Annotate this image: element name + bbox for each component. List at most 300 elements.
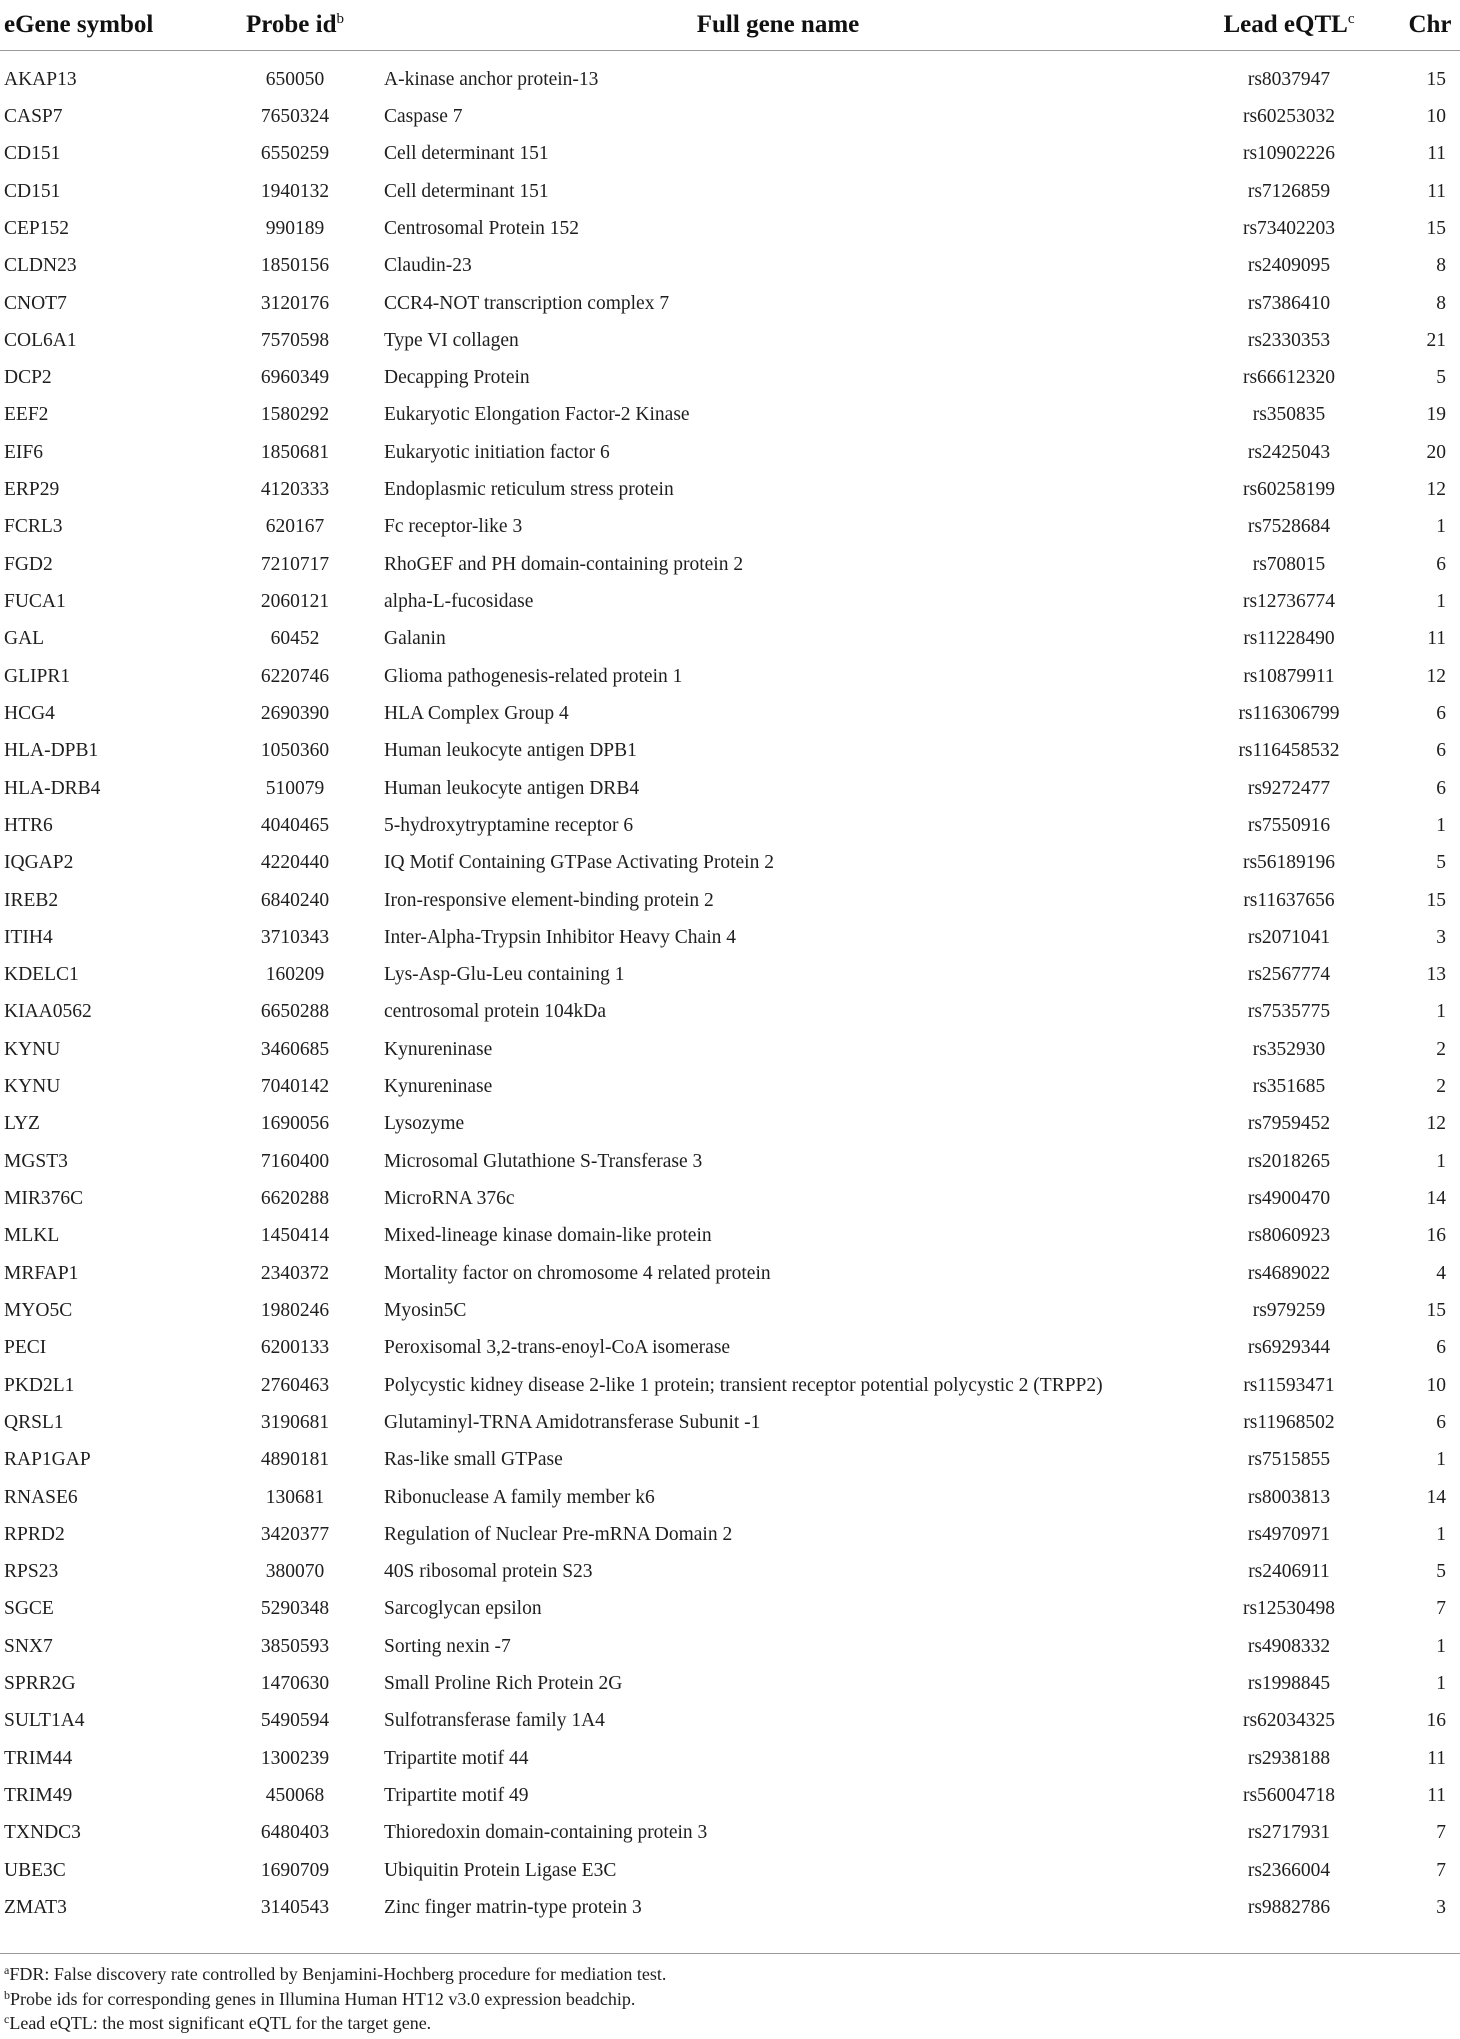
- cell-chr: 1: [1436, 1150, 1446, 1172]
- footnote: [4, 2011, 666, 2036]
- cell-egene-symbol: SNX7: [4, 1635, 53, 1657]
- cell-chr: 14: [1426, 1486, 1446, 1508]
- cell-probe-id: 1050360: [260, 740, 330, 762]
- cell-lead-eqtl: rs2717931: [1247, 1822, 1331, 1844]
- cell-probe-id: 3850593: [260, 1635, 330, 1657]
- cell-chr: 19: [1426, 404, 1446, 426]
- cell-full-gene-name: Myosin5C: [384, 1299, 467, 1321]
- cell-lead-eqtl: rs2938188: [1247, 1747, 1331, 1769]
- table-row: [0, 471, 1460, 508]
- cell-egene-symbol: MYO5C: [4, 1299, 73, 1321]
- cell-lead-eqtl: rs350835: [1252, 404, 1326, 426]
- cell-full-gene-name: Regulation of Nuclear Pre-mRNA Domain 2: [384, 1523, 733, 1545]
- cell-probe-id: 6620288: [260, 1188, 330, 1210]
- table-row: [0, 957, 1460, 994]
- table-row: [0, 210, 1460, 247]
- cell-egene-symbol: ERP29: [4, 479, 60, 501]
- cell-egene-symbol: HTR6: [4, 814, 53, 836]
- cell-probe-id: 2760463: [260, 1374, 330, 1396]
- cell-egene-symbol: AKAP13: [4, 68, 77, 90]
- cell-full-gene-name: Microsomal Glutathione S-Transferase 3: [384, 1150, 703, 1172]
- cell-egene-symbol: PKD2L1: [4, 1374, 75, 1396]
- table-row: [0, 882, 1460, 919]
- cell-full-gene-name: Kynureninase: [384, 1038, 493, 1060]
- cell-egene-symbol: FCRL3: [4, 516, 63, 538]
- cell-probe-id: 5290348: [260, 1598, 330, 1620]
- cell-probe-id: 6200133: [260, 1337, 330, 1359]
- cell-probe-id: 60452: [270, 628, 320, 650]
- cell-probe-id: 2690390: [260, 702, 330, 724]
- cell-lead-eqtl: rs8060923: [1247, 1225, 1331, 1247]
- footnote: [4, 1962, 666, 1987]
- cell-chr: 16: [1426, 1225, 1446, 1247]
- cell-chr: 10: [1426, 1374, 1446, 1396]
- cell-full-gene-name: Zinc finger matrin-type protein 3: [384, 1896, 642, 1918]
- cell-chr: 5: [1436, 852, 1446, 874]
- cell-chr: 6: [1436, 1411, 1446, 1433]
- cell-egene-symbol: CD151: [4, 180, 61, 202]
- cell-full-gene-name: Type VI collagen: [384, 329, 519, 351]
- cell-lead-eqtl: rs10879911: [1243, 665, 1335, 687]
- cell-chr: 20: [1426, 441, 1446, 463]
- table-row: [0, 1180, 1460, 1217]
- cell-chr: 5: [1436, 1561, 1446, 1583]
- cell-lead-eqtl: rs2409095: [1247, 255, 1331, 277]
- cell-egene-symbol: MIR376C: [4, 1188, 84, 1210]
- cell-egene-symbol: HCG4: [4, 702, 55, 724]
- cell-probe-id: 620167: [265, 516, 325, 538]
- cell-chr: 16: [1426, 1710, 1446, 1732]
- cell-egene-symbol: CEP152: [4, 217, 70, 239]
- cell-lead-eqtl: rs4900470: [1247, 1188, 1331, 1210]
- cell-full-gene-name: Sulfotransferase family 1A4: [384, 1710, 605, 1732]
- cell-chr: 8: [1436, 292, 1446, 314]
- table-row: [0, 1777, 1460, 1814]
- cell-chr: 14: [1426, 1188, 1446, 1210]
- cell-probe-id: 6480403: [260, 1822, 330, 1844]
- cell-chr: 6: [1436, 740, 1446, 762]
- cell-lead-eqtl: rs11228490: [1243, 628, 1335, 650]
- cell-chr: 1: [1436, 1523, 1446, 1545]
- cell-probe-id: 1300239: [260, 1747, 330, 1769]
- cell-probe-id: 6550259: [260, 143, 330, 165]
- cell-probe-id: 380070: [265, 1561, 325, 1583]
- cell-chr: 8: [1436, 255, 1446, 277]
- cell-chr: 7: [1436, 1598, 1446, 1620]
- table-row: [0, 621, 1460, 658]
- cell-probe-id: 6840240: [260, 889, 330, 911]
- cell-chr: 1: [1436, 1001, 1446, 1023]
- cell-lead-eqtl: rs6929344: [1247, 1337, 1331, 1359]
- table-row: [0, 360, 1460, 397]
- cell-chr: 13: [1426, 964, 1446, 986]
- table-row: [0, 1516, 1460, 1553]
- cell-probe-id: 5490594: [260, 1710, 330, 1732]
- cell-full-gene-name: MicroRNA 376c: [384, 1188, 515, 1210]
- cell-full-gene-name: Lys-Asp-Glu-Leu containing 1: [384, 964, 625, 986]
- cell-full-gene-name: HLA Complex Group 4: [384, 702, 569, 724]
- table-row: [0, 98, 1460, 135]
- cell-egene-symbol: FGD2: [4, 553, 53, 575]
- cell-full-gene-name: Lysozyme: [384, 1113, 465, 1135]
- header-row: [0, 0, 1460, 51]
- cell-lead-eqtl: rs10902226: [1242, 143, 1336, 165]
- cell-full-gene-name: Inter-Alpha-Trypsin Inhibitor Heavy Chain 4: [384, 926, 736, 948]
- cell-lead-eqtl: rs66612320: [1242, 367, 1336, 389]
- cell-probe-id: 4890181: [260, 1449, 330, 1471]
- cell-lead-eqtl: rs8037947: [1247, 68, 1331, 90]
- cell-probe-id: 1450414: [260, 1225, 330, 1247]
- cell-egene-symbol: KDELC1: [4, 964, 79, 986]
- cell-lead-eqtl: rs12736774: [1242, 591, 1336, 613]
- cell-lead-eqtl: rs7386410: [1247, 292, 1331, 314]
- cell-full-gene-name: Tripartite motif 49: [384, 1785, 529, 1807]
- cell-probe-id: 3460685: [260, 1038, 330, 1060]
- footnote-text: FDR: False discovery rate controlled by Benjamini-Hochberg procedure for mediation test.: [9, 1964, 667, 1984]
- cell-chr: 7: [1436, 1822, 1446, 1844]
- cell-probe-id: 4120333: [260, 479, 330, 501]
- cell-egene-symbol: ITIH4: [4, 926, 53, 948]
- cell-chr: 12: [1426, 479, 1446, 501]
- cell-lead-eqtl: rs7535775: [1247, 1001, 1331, 1023]
- cell-full-gene-name: A-kinase anchor protein-13: [384, 68, 599, 90]
- table-body: [0, 51, 1460, 1927]
- cell-full-gene-name: Ubiquitin Protein Ligase E3C: [384, 1859, 617, 1881]
- cell-full-gene-name: IQ Motif Containing GTPase Activating Protein 2: [384, 852, 774, 874]
- cell-probe-id: 6960349: [260, 367, 330, 389]
- table-row: [0, 1554, 1460, 1591]
- table-row: [0, 1218, 1460, 1255]
- cell-lead-eqtl: rs11593471: [1243, 1374, 1335, 1396]
- cell-probe-id: 130681: [265, 1486, 325, 1508]
- table-row: [0, 919, 1460, 956]
- footnote-mark: b: [4, 1987, 10, 2002]
- cell-probe-id: 7650324: [260, 105, 330, 127]
- table-row: [0, 434, 1460, 471]
- cell-full-gene-name: Decapping Protein: [384, 367, 530, 389]
- table-row: [0, 1852, 1460, 1889]
- cell-lead-eqtl: rs7126859: [1247, 180, 1331, 202]
- cell-full-gene-name: Human leukocyte antigen DRB4: [384, 777, 640, 799]
- cell-egene-symbol: SGCE: [4, 1598, 54, 1620]
- cell-chr: 1: [1436, 814, 1446, 836]
- cell-egene-symbol: RPRD2: [4, 1523, 65, 1545]
- cell-egene-symbol: UBE3C: [4, 1859, 66, 1881]
- cell-lead-eqtl: rs8003813: [1247, 1486, 1331, 1508]
- cell-full-gene-name: Ribonuclease A family member k6: [384, 1486, 655, 1508]
- table-row: [0, 1591, 1460, 1628]
- cell-probe-id: 6650288: [260, 1001, 330, 1023]
- cell-full-gene-name: Eukaryotic initiation factor 6: [384, 441, 610, 463]
- cell-chr: 11: [1427, 1785, 1446, 1807]
- cell-egene-symbol: RNASE6: [4, 1486, 78, 1508]
- cell-chr: 6: [1436, 553, 1446, 575]
- table-bottom-rule: [0, 1953, 1460, 1954]
- cell-probe-id: 1850156: [260, 255, 330, 277]
- cell-probe-id: 7570598: [260, 329, 330, 351]
- cell-probe-id: 1940132: [260, 180, 330, 202]
- cell-full-gene-name: Galanin: [384, 628, 446, 650]
- cell-chr: 11: [1427, 143, 1446, 165]
- cell-probe-id: 3190681: [260, 1411, 330, 1433]
- cell-egene-symbol: PECI: [4, 1337, 47, 1359]
- cell-probe-id: 7160400: [260, 1150, 330, 1172]
- cell-egene-symbol: CASP7: [4, 105, 63, 127]
- cell-lead-eqtl: rs12530498: [1242, 1598, 1336, 1620]
- cell-probe-id: 1690056: [260, 1113, 330, 1135]
- table-row: [0, 1255, 1460, 1292]
- footnotes: [4, 1962, 666, 2036]
- cell-egene-symbol: CLDN23: [4, 255, 77, 277]
- cell-probe-id: 450068: [265, 1785, 325, 1807]
- cell-full-gene-name: Centrosomal Protein 152: [384, 217, 579, 239]
- table-row: [0, 1404, 1460, 1441]
- cell-full-gene-name: Tripartite motif 44: [384, 1747, 529, 1769]
- cell-egene-symbol: KYNU: [4, 1038, 61, 1060]
- cell-chr: 5: [1436, 367, 1446, 389]
- header-probe-footnote-mark: b: [336, 11, 344, 27]
- cell-egene-symbol: TXNDC3: [4, 1822, 81, 1844]
- cell-lead-eqtl: rs4970971: [1247, 1523, 1331, 1545]
- cell-lead-eqtl: rs2425043: [1247, 441, 1331, 463]
- cell-egene-symbol: ZMAT3: [4, 1896, 67, 1918]
- cell-egene-symbol: TRIM44: [4, 1747, 73, 1769]
- cell-egene-symbol: EEF2: [4, 404, 49, 426]
- cell-probe-id: 1470630: [260, 1673, 330, 1695]
- cell-egene-symbol: QRSL1: [4, 1411, 64, 1433]
- table-row: [0, 1367, 1460, 1404]
- cell-egene-symbol: HLA-DRB4: [4, 777, 101, 799]
- cell-full-gene-name: alpha-L-fucosidase: [384, 591, 534, 613]
- header-full-gene-name: Full gene name: [378, 0, 1178, 51]
- cell-lead-eqtl: rs62034325: [1242, 1710, 1336, 1732]
- table-row: [0, 285, 1460, 322]
- cell-lead-eqtl: rs9882786: [1247, 1896, 1331, 1918]
- cell-probe-id: 7210717: [260, 553, 330, 575]
- table-row: [0, 1143, 1460, 1180]
- cell-lead-eqtl: rs7959452: [1247, 1113, 1331, 1135]
- cell-lead-eqtl: rs73402203: [1242, 217, 1336, 239]
- cell-chr: 6: [1436, 702, 1446, 724]
- cell-chr: 15: [1426, 1299, 1446, 1321]
- table-row: [0, 1442, 1460, 1479]
- cell-full-gene-name: Iron-responsive element-binding protein 2: [384, 889, 714, 911]
- cell-probe-id: 990189: [265, 217, 325, 239]
- cell-chr: 11: [1427, 180, 1446, 202]
- footnote: [4, 1987, 666, 2012]
- table-row: [0, 509, 1460, 546]
- footnote-text: Probe ids for corresponding genes in Illumina Human HT12 v3.0 expression beadchip.: [10, 1988, 636, 2009]
- cell-full-gene-name: Glutaminyl-TRNA Amidotransferase Subunit -1: [384, 1411, 761, 1433]
- table-row: [0, 173, 1460, 210]
- cell-probe-id: 7040142: [260, 1076, 330, 1098]
- cell-probe-id: 3710343: [260, 926, 330, 948]
- cell-lead-eqtl: rs2018265: [1247, 1150, 1331, 1172]
- cell-chr: 2: [1436, 1038, 1446, 1060]
- table-row: [0, 1665, 1460, 1702]
- cell-full-gene-name: Cell determinant 151: [384, 143, 549, 165]
- cell-lead-eqtl: rs351685: [1252, 1076, 1326, 1098]
- cell-full-gene-name: Eukaryotic Elongation Factor-2 Kinase: [384, 404, 690, 426]
- cell-full-gene-name: Mortality factor on chromosome 4 related protein: [384, 1262, 771, 1284]
- cell-probe-id: 6220746: [260, 665, 330, 687]
- cell-full-gene-name: Thioredoxin domain-containing protein 3: [384, 1822, 708, 1844]
- table-row: [0, 322, 1460, 359]
- cell-egene-symbol: SPRR2G: [4, 1673, 76, 1695]
- table-header: [0, 0, 1460, 51]
- cell-probe-id: 1580292: [260, 404, 330, 426]
- cell-lead-eqtl: rs7528684: [1247, 516, 1331, 538]
- cell-chr: 6: [1436, 777, 1446, 799]
- table-row: [0, 1479, 1460, 1516]
- cell-chr: 10: [1426, 105, 1446, 127]
- cell-probe-id: 3420377: [260, 1523, 330, 1545]
- footnote-mark: a: [4, 1963, 10, 1977]
- cell-chr: 4: [1436, 1262, 1446, 1284]
- table-row: [0, 695, 1460, 732]
- cell-full-gene-name: centrosomal protein 104kDa: [384, 1001, 607, 1023]
- cell-full-gene-name: Human leukocyte antigen DPB1: [384, 740, 637, 762]
- cell-full-gene-name: Sarcoglycan epsilon: [384, 1598, 542, 1620]
- cell-lead-eqtl: rs4908332: [1247, 1635, 1331, 1657]
- header-probe-id: Probe $id^b$: [212, 0, 378, 51]
- cell-lead-eqtl: rs116306799: [1238, 702, 1340, 724]
- footnote-mark: c: [4, 2012, 10, 2026]
- cell-egene-symbol: CNOT7: [4, 292, 67, 314]
- cell-full-gene-name: Glioma pathogenesis-related protein 1: [384, 665, 683, 687]
- cell-lead-eqtl: rs708015: [1252, 553, 1326, 575]
- table-row: [0, 733, 1460, 770]
- cell-egene-symbol: GAL: [4, 628, 45, 650]
- cell-full-gene-name: 40S ribosomal protein S23: [384, 1561, 593, 1583]
- table-row: [0, 136, 1460, 173]
- cell-lead-eqtl: rs11968502: [1243, 1411, 1335, 1433]
- header-chr: Chr: [1400, 0, 1460, 51]
- cell-chr: 1: [1436, 591, 1446, 613]
- cell-lead-eqtl: rs116458532: [1238, 740, 1340, 762]
- cell-full-gene-name: Ras-like small GTPase: [384, 1449, 563, 1471]
- cell-lead-eqtl: rs56004718: [1242, 1785, 1336, 1807]
- table-row: [0, 51, 1460, 99]
- cell-chr: 3: [1436, 926, 1446, 948]
- cell-full-gene-name: Claudin-23: [384, 255, 472, 277]
- cell-full-gene-name: RhoGEF and PH domain-containing protein 2: [384, 553, 744, 575]
- cell-probe-id: 650050: [265, 68, 325, 90]
- cell-egene-symbol: FUCA1: [4, 591, 66, 613]
- table-row: [0, 658, 1460, 695]
- header-eqtl-footnote-mark: c: [1347, 11, 1355, 27]
- cell-chr: 11: [1427, 628, 1446, 650]
- cell-full-gene-name: Small Proline Rich Protein 2G: [384, 1673, 623, 1695]
- cell-chr: 2: [1436, 1076, 1446, 1098]
- table-row: [0, 1292, 1460, 1329]
- cell-full-gene-name: Peroxisomal 3,2-trans-enoyl-CoA isomerase: [384, 1337, 731, 1359]
- cell-egene-symbol: SULT1A4: [4, 1710, 85, 1732]
- cell-lead-eqtl: rs2330353: [1247, 329, 1331, 351]
- cell-egene-symbol: KIAA0562: [4, 1001, 92, 1023]
- cell-chr: 12: [1426, 1113, 1446, 1135]
- cell-egene-symbol: MGST3: [4, 1150, 68, 1172]
- cell-egene-symbol: MLKL: [4, 1225, 60, 1247]
- cell-chr: 15: [1426, 889, 1446, 911]
- footnote-text: Lead eQTL: the most significant eQTL for the target gene.: [9, 2013, 432, 2033]
- cell-egene-symbol: KYNU: [4, 1076, 61, 1098]
- cell-full-gene-name: Sorting nexin -7: [384, 1635, 511, 1657]
- cell-lead-eqtl: rs60258199: [1242, 479, 1336, 501]
- cell-probe-id: 4220440: [260, 852, 330, 874]
- cell-egene-symbol: LYZ: [4, 1113, 40, 1135]
- cell-egene-symbol: IQGAP2: [4, 852, 74, 874]
- cell-chr: 6: [1436, 1337, 1446, 1359]
- table-row: [0, 583, 1460, 620]
- table-row: [0, 1106, 1460, 1143]
- cell-probe-id: 1850681: [260, 441, 330, 463]
- table-row: [0, 845, 1460, 882]
- cell-lead-eqtl: rs352930: [1252, 1038, 1326, 1060]
- table-row: [0, 248, 1460, 285]
- cell-chr: 7: [1436, 1859, 1446, 1881]
- cell-lead-eqtl: rs9272477: [1247, 777, 1331, 799]
- cell-chr: 3: [1436, 1896, 1446, 1918]
- table-row: [0, 770, 1460, 807]
- cell-full-gene-name: 5-hydroxytryptamine receptor 6: [384, 814, 634, 836]
- cell-chr: 11: [1427, 1747, 1446, 1769]
- cell-probe-id: 3120176: [260, 292, 330, 314]
- cell-probe-id: 1980246: [260, 1299, 330, 1321]
- cell-probe-id: 2340372: [260, 1262, 330, 1284]
- cell-egene-symbol: MRFAP1: [4, 1262, 79, 1284]
- cell-full-gene-name: Cell determinant 151: [384, 180, 549, 202]
- cell-probe-id: 510079: [265, 777, 325, 799]
- table-row: [0, 994, 1460, 1031]
- cell-lead-eqtl: rs56189196: [1242, 852, 1336, 874]
- cell-egene-symbol: COL6A1: [4, 329, 77, 351]
- cell-probe-id: 3140543: [260, 1896, 330, 1918]
- cell-lead-eqtl: rs7515855: [1247, 1449, 1331, 1471]
- cell-egene-symbol: IREB2: [4, 889, 59, 911]
- cell-lead-eqtl: rs60253032: [1242, 105, 1336, 127]
- cell-egene-symbol: CD151: [4, 143, 61, 165]
- cell-probe-id: 4040465: [260, 814, 330, 836]
- cell-lead-eqtl: rs979259: [1252, 1299, 1326, 1321]
- table-row: [0, 546, 1460, 583]
- cell-full-gene-name: Polycystic kidney disease 2-like 1 protein; transient receptor potential polycystic 2 (TRPP2): [384, 1374, 1103, 1396]
- cell-egene-symbol: RPS23: [4, 1561, 59, 1583]
- cell-full-gene-name: Kynureninase: [384, 1076, 493, 1098]
- cell-chr: 15: [1426, 68, 1446, 90]
- cell-full-gene-name: CCR4-NOT transcription complex 7: [384, 292, 670, 314]
- table-row: [0, 1815, 1460, 1852]
- cell-probe-id: 1690709: [260, 1859, 330, 1881]
- table-row: [0, 1889, 1460, 1926]
- cell-chr: 1: [1436, 1635, 1446, 1657]
- table-row: [0, 397, 1460, 434]
- cell-egene-symbol: EIF6: [4, 441, 43, 463]
- table-row: [0, 1031, 1460, 1068]
- cell-lead-eqtl: rs2071041: [1247, 926, 1331, 948]
- cell-full-gene-name: Fc receptor-like 3: [384, 516, 523, 538]
- cell-full-gene-name: Endoplasmic reticulum stress protein: [384, 479, 674, 501]
- table-row: [0, 1740, 1460, 1777]
- cell-egene-symbol: TRIM49: [4, 1785, 73, 1807]
- table-row: [0, 807, 1460, 844]
- table-row: [0, 1628, 1460, 1665]
- cell-probe-id: 160209: [265, 964, 325, 986]
- cell-lead-eqtl: rs1998845: [1247, 1673, 1331, 1695]
- cell-lead-eqtl: rs4689022: [1247, 1262, 1331, 1284]
- cell-lead-eqtl: rs2406911: [1248, 1561, 1330, 1583]
- cell-egene-symbol: RAP1GAP: [4, 1449, 91, 1471]
